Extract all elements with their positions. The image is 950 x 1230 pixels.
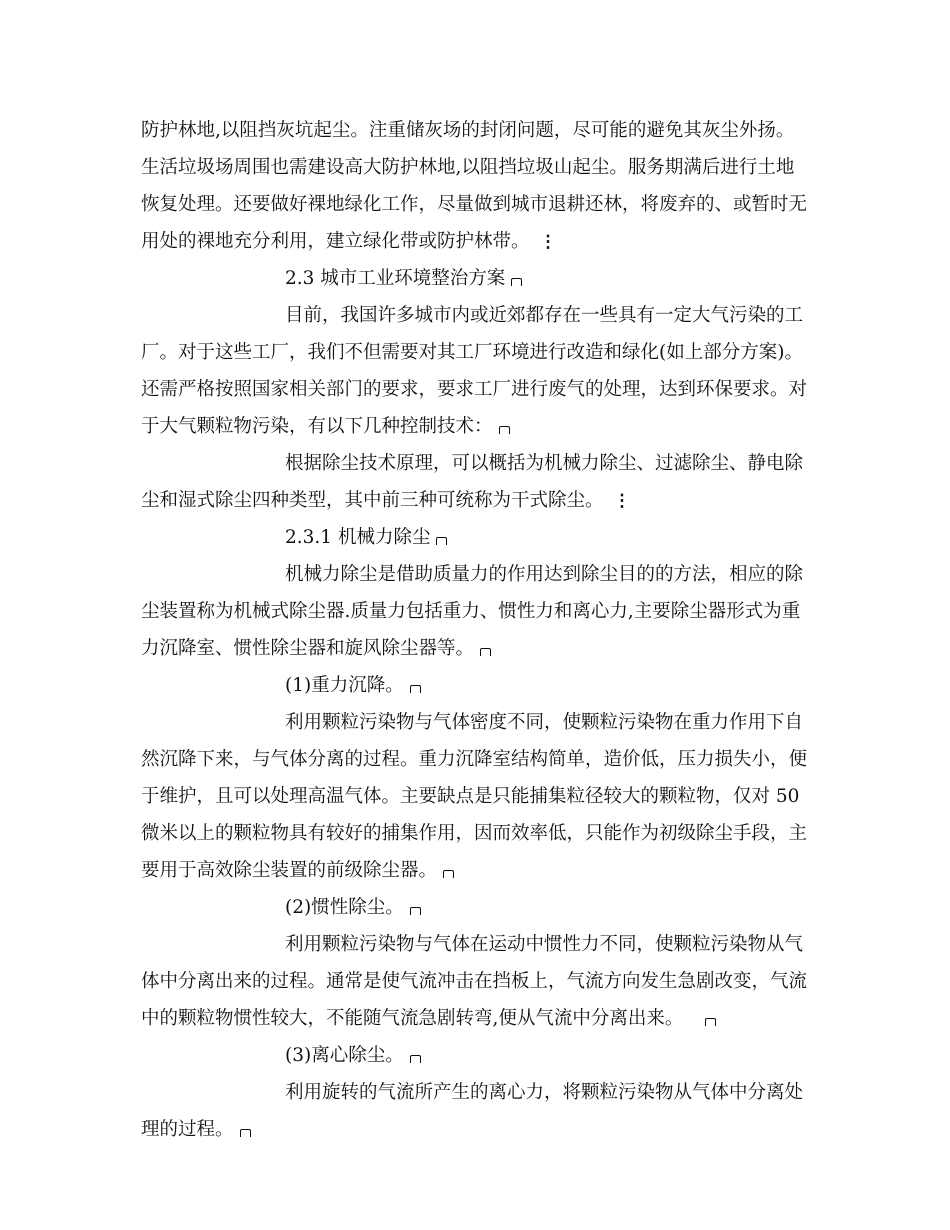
paragraph-line xyxy=(141,373,821,407)
paragraph-line xyxy=(285,299,821,333)
line-text: 厂。对于这些工厂，我们不但需要对其工厂环境进行改造和绿化(如上部分方案)。 xyxy=(141,342,803,363)
paragraph-line xyxy=(141,632,821,666)
paragraph-line xyxy=(285,706,821,740)
paragraph-mark-icon xyxy=(499,426,510,434)
paragraph-mark-icon xyxy=(480,648,491,656)
line-text: 尘装置称为机械式除尘器.质量力包括重力、惯性力和离心力,主要除尘器形式为重 xyxy=(141,601,801,622)
paragraph-line xyxy=(141,336,821,370)
line-text: 利用旋转的气流所产生的离心力，将颗粒污染物从气体中分离处 xyxy=(285,1082,804,1103)
line-text: 机械力除尘是借助质量力的作用达到除尘目的的方法，相应的除 xyxy=(285,564,804,585)
line-text: 然沉降下来，与气体分离的过程。重力沉降室结构简单，造价低，压力损失小，便 xyxy=(141,749,808,770)
paragraph-line xyxy=(141,854,821,888)
section-heading xyxy=(285,262,821,296)
section-heading xyxy=(285,521,821,555)
line-text: 于大气颗粒物污染，有以下几种控制技术： xyxy=(141,416,493,437)
heading-text: 2.3.1 机械力除尘 xyxy=(285,527,431,548)
line-text: 要用于高效除尘装置的前级除尘器。 xyxy=(141,860,438,881)
paragraph-line xyxy=(141,188,821,222)
paragraph-mark-icon xyxy=(705,1018,716,1026)
heading-text: 2.3 城市工业环境整治方案 xyxy=(285,268,506,289)
list-heading xyxy=(285,1039,821,1073)
line-text: 理的过程。 xyxy=(141,1119,234,1140)
line-text: 用处的裸地充分利用，建立绿化带或防护林带。 xyxy=(141,231,530,252)
line-text: 利用颗粒污染物与气体在运动中惯性力不同，使颗粒污染物从气 xyxy=(285,934,804,955)
line-text: 尘和湿式除尘四种类型，其中前三种可统称为干式除尘。 xyxy=(141,490,604,511)
line-text: 生活垃圾场周围也需建设高大防护林地,以阻挡垃圾山起尘。服务期满后进行土地 xyxy=(141,157,795,178)
paragraph-mark-icon xyxy=(511,278,522,286)
heading-text: (1)重力沉降。 xyxy=(285,675,404,696)
paragraph-line xyxy=(285,1076,821,1110)
paragraph-mark-icon xyxy=(436,537,447,545)
paragraph-line xyxy=(141,410,821,444)
paragraph-line xyxy=(141,965,821,999)
paragraph-line xyxy=(141,225,821,259)
paragraph-line xyxy=(141,743,821,777)
paragraph-mark-icon xyxy=(443,870,454,878)
list-heading xyxy=(285,669,821,703)
heading-text: (3)离心除尘。 xyxy=(285,1045,404,1066)
line-text: 体中分离出来的过程。通常是使气流冲击在挡板上，气流方向发生急剧改变，气流 xyxy=(141,971,808,992)
list-heading xyxy=(285,891,821,925)
paragraph-line xyxy=(141,780,821,814)
paragraph-line xyxy=(285,928,821,962)
paragraph-line xyxy=(285,447,821,481)
paragraph-line xyxy=(141,1002,821,1036)
paragraph-line xyxy=(141,484,821,518)
heading-text: (2)惯性除尘。 xyxy=(285,897,404,918)
line-text: 还需严格按照国家相关部门的要求，要求工厂进行废气的处理，达到环保要求。对 xyxy=(141,379,808,400)
line-text: 于维护，且可以处理高温气体。主要缺点是只能捕集粒径较大的颗粒物，仅对 50 xyxy=(141,786,800,807)
line-text: 防护林地,以阻挡灰坑起尘。注重储灰场的封闭问题，尽可能的避免其灰尘外扬。 xyxy=(141,120,795,141)
paragraph-mark-icon xyxy=(410,907,421,915)
paragraph-line xyxy=(141,595,821,629)
line-text: 利用颗粒污染物与气体密度不同，使颗粒污染物在重力作用下自 xyxy=(285,712,804,733)
paragraph-line xyxy=(285,558,821,592)
line-text: 力沉降室、惯性除尘器和旋风除尘器等。 xyxy=(141,638,475,659)
line-break-mark: ⋮ xyxy=(539,232,557,252)
paragraph-line xyxy=(141,1113,821,1147)
paragraph-line xyxy=(141,114,821,148)
line-text: 微米以上的颗粒物具有较好的捕集作用，因而效率低，只能作为初级除尘手段，主 xyxy=(141,823,808,844)
line-break-mark: ⋮ xyxy=(613,491,631,511)
line-text: 恢复处理。还要做好裸地绿化工作，尽量做到城市退耕还林，将废弃的、或暂时无 xyxy=(141,194,808,215)
paragraph-mark-icon xyxy=(410,1055,421,1063)
line-text: 中的颗粒物惯性较大，不能随气流急剧转弯,便从气流中分离出来。 xyxy=(141,1008,684,1029)
paragraph-mark-icon xyxy=(240,1129,251,1137)
line-text: 目前，我国许多城市内或近郊都存在一些具有一定大气污染的工 xyxy=(285,305,804,326)
paragraph-line xyxy=(141,817,821,851)
paragraph-mark-icon xyxy=(410,685,421,693)
paragraph-line xyxy=(141,151,821,185)
line-text: 根据除尘技术原理，可以概括为机械力除尘、过滤除尘、静电除 xyxy=(285,453,804,474)
